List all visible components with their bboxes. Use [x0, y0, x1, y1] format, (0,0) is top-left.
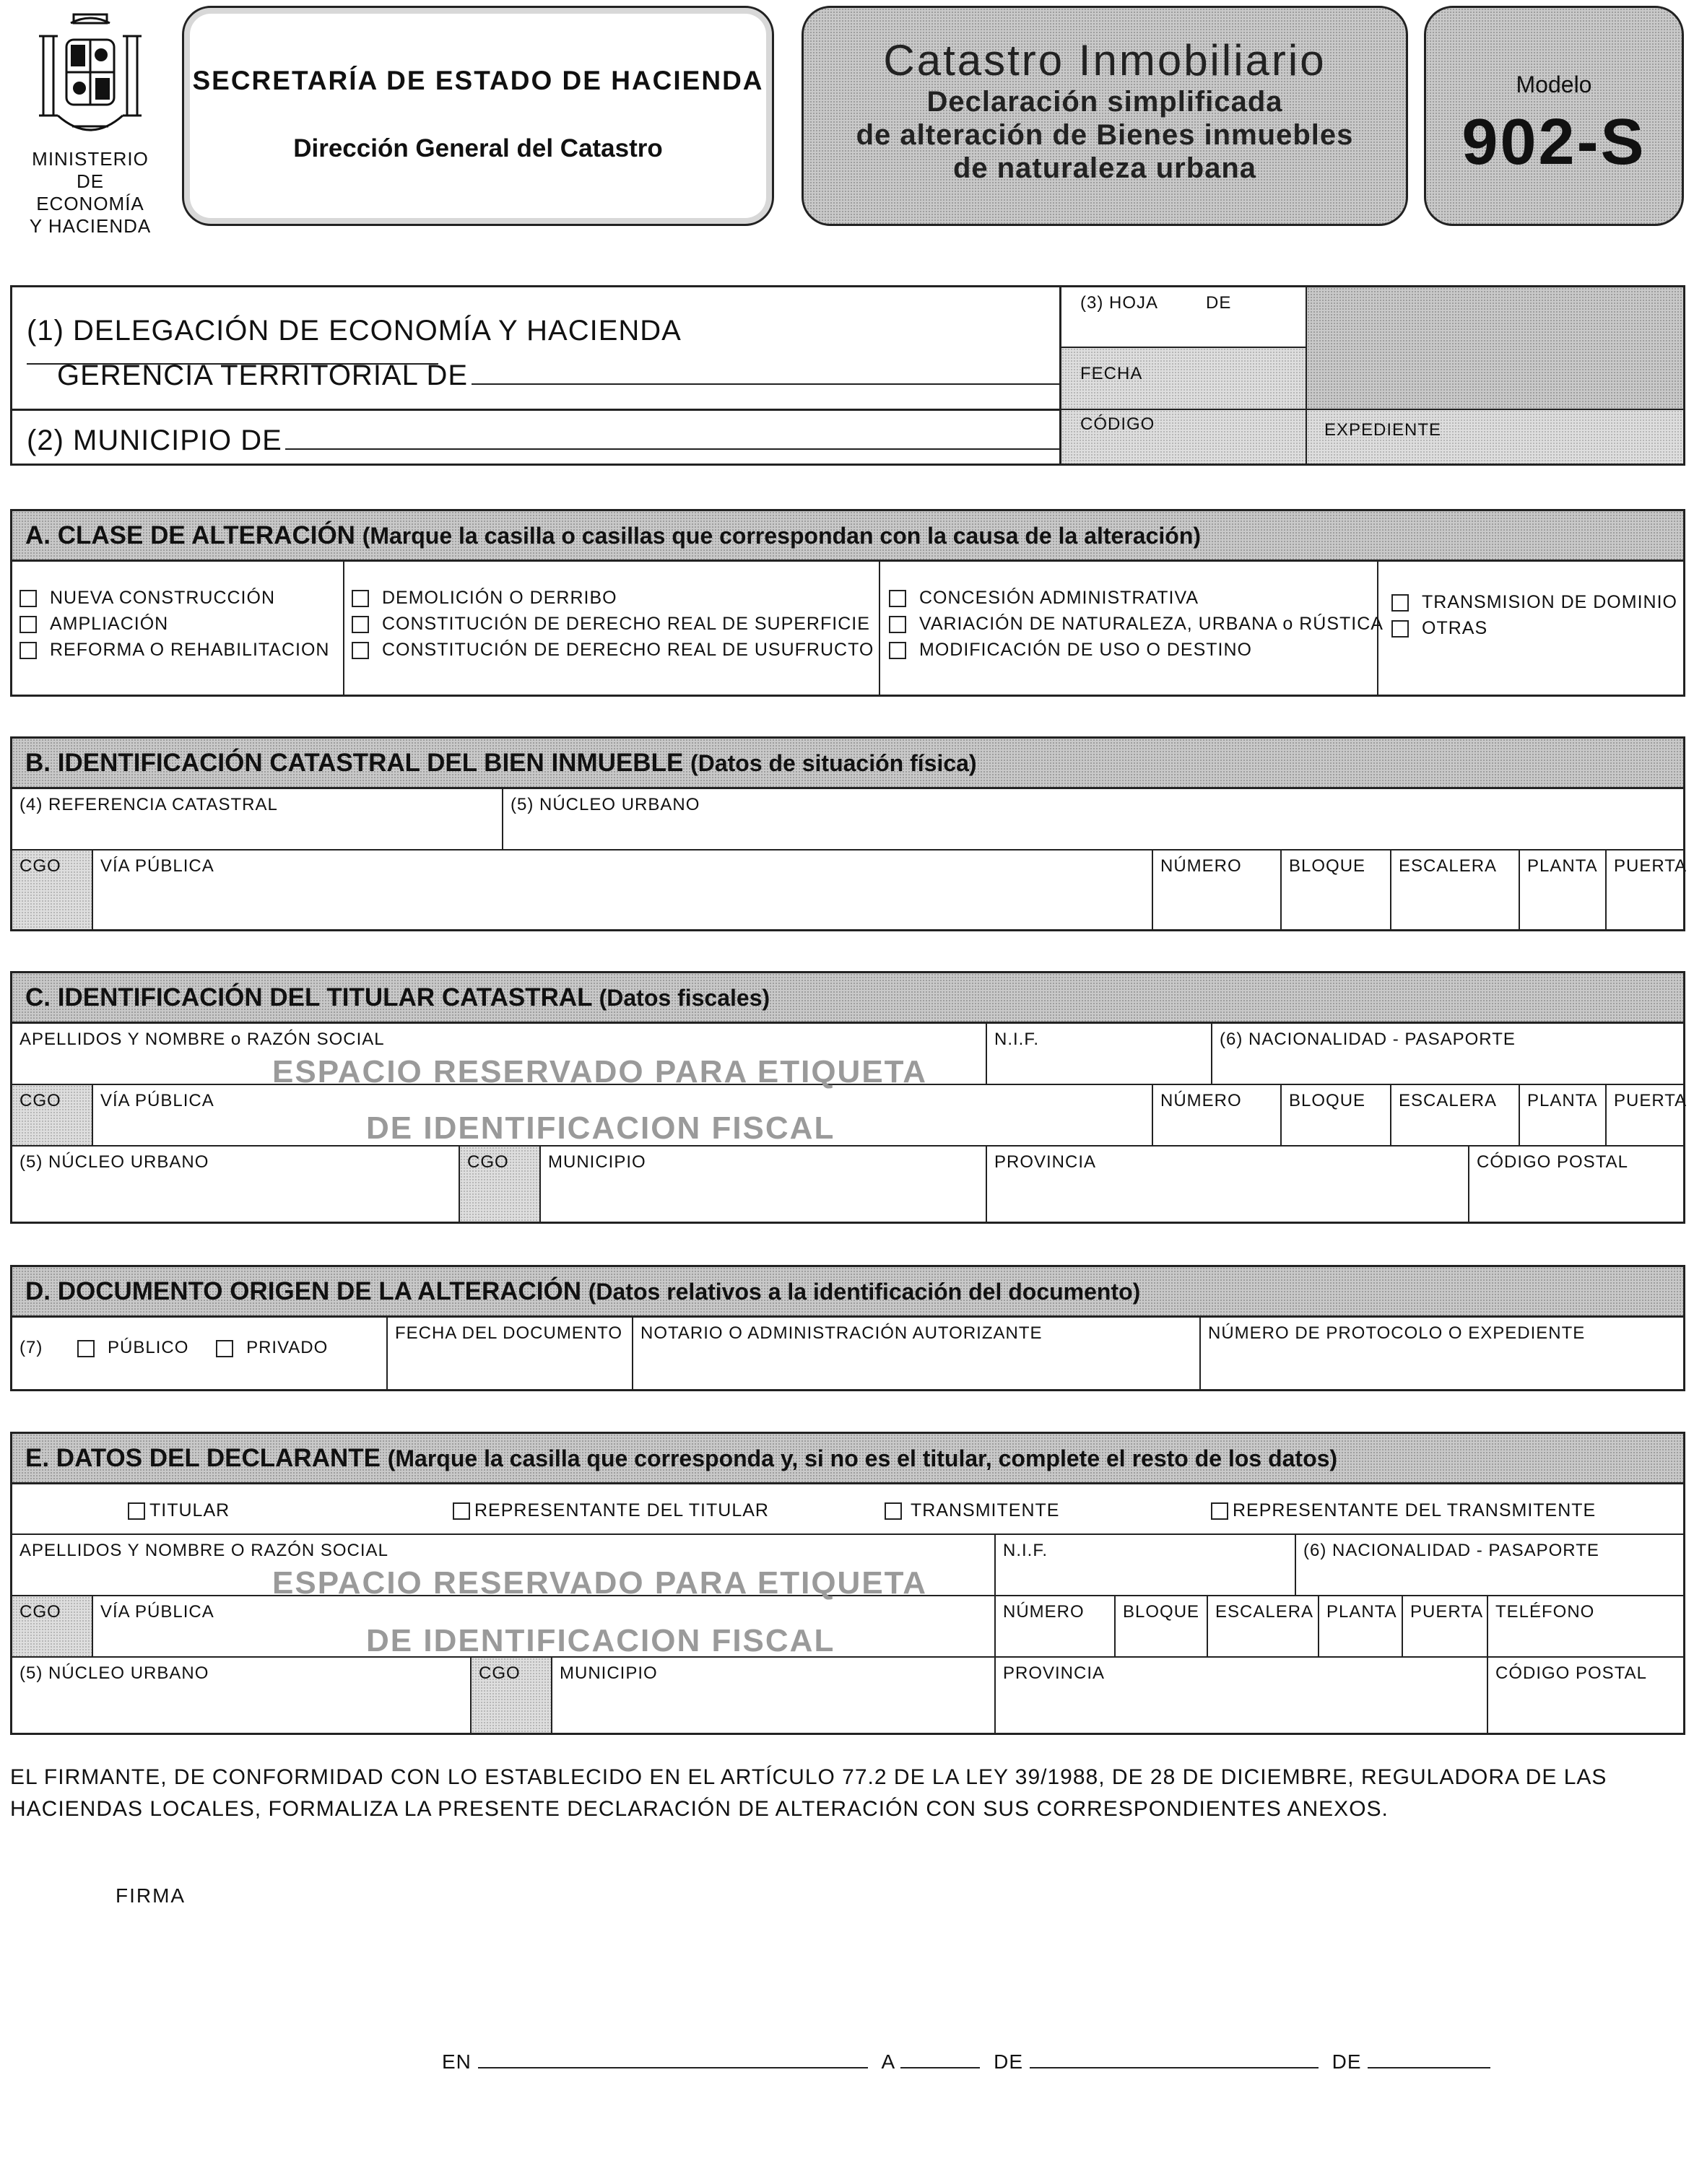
- section-e: [10, 1432, 1685, 1735]
- mes-field[interactable]: [1030, 2051, 1319, 2068]
- planta-field[interactable]: PLANTA: [1520, 850, 1607, 929]
- numero-field[interactable]: NÚMERO: [1153, 850, 1282, 929]
- section-a: [10, 509, 1685, 697]
- declarante-cgo-field[interactable]: CGO: [12, 1596, 93, 1658]
- checkbox-modificacion-uso[interactable]: MODIFICACIÓN DE USO O DESTINO: [889, 637, 1377, 663]
- catastro-box: [802, 6, 1408, 226]
- municipio-field[interactable]: [285, 432, 1065, 450]
- direccion-title: Dirección General del Catastro: [293, 134, 663, 162]
- reserved-label-1: ESPACIO RESERVADO PARA ETIQUETA: [272, 1054, 928, 1089]
- anio-field[interactable]: [1368, 2051, 1490, 2068]
- checkbox-publico[interactable]: PÚBLICO: [77, 1338, 210, 1357]
- declaration-text: EL FIRMANTE, DE CONFORMIDAD CON LO ESTABLECIDO EN EL ARTÍCULO 77.2 DE LA LEY 39/1988, DE 28 DE DICIEMBRE, REGULADORA DE LAS HACIENDAS LOCALES, FORMALIZA LA PRESENTE DECLARACIÓN DE ALTERACIÓN CON SUS CORRESPONDIENTES ANEXOS.: [10, 1765, 1607, 1821]
- escalera-field[interactable]: ESCALERA: [1391, 850, 1520, 929]
- checkbox-variacion-naturaleza[interactable]: VARIACIÓN DE NATURALEZA, URBANA o RÚSTICA: [889, 611, 1377, 637]
- declarante-numero-field[interactable]: NÚMERO: [996, 1596, 1116, 1658]
- titular-via-field[interactable]: VÍA PÚBLICA: [93, 1085, 1153, 1147]
- checkbox-transmision-dominio[interactable]: TRANSMISION DE DOMINIO: [1391, 589, 1683, 615]
- checkbox-derecho-usufructo[interactable]: CONSTITUCIÓN DE DERECHO REAL DE USUFRUCTO: [352, 637, 879, 663]
- hoja-field[interactable]: (3) HOJA DE: [1061, 287, 1307, 348]
- checkbox-demolicion[interactable]: DEMOLICIÓN O DERRIBO: [352, 585, 879, 611]
- checkbox-concesion[interactable]: CONCESIÓN ADMINISTRATIVA: [889, 585, 1377, 611]
- declarante-planta-field[interactable]: PLANTA: [1319, 1596, 1403, 1658]
- catastro-sub-2: de alteración de Bienes inmuebles: [856, 119, 1354, 151]
- checkbox-derecho-superficie[interactable]: CONSTITUCIÓN DE DERECHO REAL DE SUPERFICIE: [352, 611, 879, 637]
- titular-cgo-field[interactable]: CGO: [12, 1085, 93, 1147]
- fecha-documento-field[interactable]: FECHA DEL DOCUMENTO: [388, 1318, 633, 1389]
- titular-nucleo-field[interactable]: (5) NÚCLEO URBANO: [12, 1147, 460, 1222]
- puerta-field[interactable]: PUERTA: [1614, 856, 1688, 876]
- titular-provincia-field[interactable]: PROVINCIA: [987, 1147, 1469, 1222]
- gerencia-label: GERENCIA TERRITORIAL DE: [57, 360, 469, 391]
- checkbox-representante-titular[interactable]: REPRESENTANTE DEL TITULAR: [453, 1497, 769, 1523]
- declarante-nacionalidad-field[interactable]: (6) NACIONALIDAD - PASAPORTE: [1296, 1535, 1683, 1596]
- ministry-name: MINISTERIO DE ECONOMÍA Y HACIENDA: [29, 148, 152, 237]
- titular-nombre-field[interactable]: APELLIDOS Y NOMBRE o RAZÓN SOCIAL: [12, 1024, 987, 1085]
- declarante-cp-field[interactable]: CÓDIGO POSTAL: [1495, 1663, 1647, 1683]
- checkbox-otras[interactable]: OTRAS: [1391, 615, 1683, 641]
- checkbox-privado[interactable]: PRIVADO: [216, 1338, 328, 1357]
- checkbox-transmitente[interactable]: TRANSMITENTE: [885, 1497, 1059, 1523]
- declarante-cgo2-field[interactable]: CGO: [472, 1658, 552, 1733]
- titular-nacionalidad-field[interactable]: (6) NACIONALIDAD - PASAPORTE: [1212, 1024, 1683, 1085]
- titular-nif-field[interactable]: N.I.F.: [987, 1024, 1212, 1085]
- section-d-title: D. DOCUMENTO ORIGEN DE LA ALTERACIÓN (Datos relativos a la identificación del documento): [12, 1267, 1683, 1318]
- delegacion-label: (1) DELEGACIÓN DE ECONOMÍA Y HACIENDA: [27, 315, 682, 347]
- modelo-code: 902-S: [1461, 106, 1646, 178]
- bloque-field[interactable]: BLOQUE: [1282, 850, 1391, 929]
- declarante-escalera-field[interactable]: ESCALERA: [1208, 1596, 1319, 1658]
- coat-of-arms-icon: [29, 7, 152, 144]
- signature-area[interactable]: [816, 1913, 1249, 2029]
- office-box: [10, 285, 1685, 466]
- checkbox-ampliacion[interactable]: AMPLIACIÓN: [19, 611, 343, 637]
- declarante-nif-field[interactable]: N.I.F.: [996, 1535, 1296, 1596]
- reserved-label-4: DE IDENTIFICACION FISCAL: [366, 1623, 835, 1658]
- protocolo-field[interactable]: NÚMERO DE PROTOCOLO O EXPEDIENTE: [1208, 1323, 1586, 1343]
- declarante-municipio-field[interactable]: MUNICIPIO: [552, 1658, 996, 1733]
- section-d: [10, 1265, 1685, 1391]
- titular-municipio-field[interactable]: MUNICIPIO: [541, 1147, 987, 1222]
- expediente-field[interactable]: EXPEDIENTE: [1307, 409, 1683, 464]
- secretaria-title: SECRETARÍA DE ESTADO DE HACIENDA: [192, 66, 764, 95]
- declarante-provincia-field[interactable]: PROVINCIA: [996, 1658, 1488, 1733]
- checkbox-titular[interactable]: TITULAR: [128, 1497, 230, 1523]
- titular-numero-field[interactable]: NÚMERO: [1153, 1085, 1282, 1147]
- titular-cp-field[interactable]: CÓDIGO POSTAL: [1477, 1152, 1628, 1172]
- dia-field[interactable]: [900, 2051, 980, 2068]
- titular-planta-field[interactable]: PLANTA: [1520, 1085, 1607, 1147]
- documento-tipo-field: (7) PÚBLICO PRIVADO: [12, 1318, 388, 1389]
- referencia-catastral-field[interactable]: (4) REFERENCIA CATASTRAL: [12, 789, 503, 850]
- section-c: [10, 971, 1688, 1224]
- notario-field[interactable]: NOTARIO O ADMINISTRACIÓN AUTORIZANTE: [633, 1318, 1201, 1389]
- section-b-title: B. IDENTIFICACIÓN CATASTRAL DEL BIEN INMUEBLE (Datos de situación física): [12, 739, 1683, 789]
- municipio-label: (2) MUNICIPIO DE: [27, 425, 282, 456]
- reserved-label-2: DE IDENTIFICACION FISCAL: [366, 1110, 835, 1146]
- declarante-puerta-field[interactable]: PUERTA: [1403, 1596, 1488, 1658]
- modelo-box: [1424, 6, 1684, 226]
- reserved-label-3: ESPACIO RESERVADO PARA ETIQUETA: [272, 1565, 928, 1601]
- catastro-sub-3: de naturaleza urbana: [952, 152, 1257, 184]
- checkbox-nueva-construccion[interactable]: NUEVA CONSTRUCCIÓN: [19, 585, 343, 611]
- declarante-bloque-field[interactable]: BLOQUE: [1116, 1596, 1208, 1658]
- declarante-telefono-field[interactable]: TELÉFONO: [1488, 1596, 1683, 1658]
- catastro-title: Catastro Inmobiliario: [883, 36, 1326, 84]
- secretaria-box: [182, 6, 774, 226]
- nucleo-urbano-field[interactable]: (5) NÚCLEO URBANO: [503, 789, 1683, 850]
- titular-escalera-field[interactable]: ESCALERA: [1391, 1085, 1520, 1147]
- modelo-label: Modelo: [1516, 71, 1592, 97]
- gerencia-field[interactable]: [472, 367, 1064, 385]
- titular-bloque-field[interactable]: BLOQUE: [1282, 1085, 1391, 1147]
- cgo-field[interactable]: CGO: [12, 850, 93, 929]
- fecha-field[interactable]: FECHA: [1061, 348, 1307, 409]
- declarante-nucleo-field[interactable]: (5) NÚCLEO URBANO: [12, 1658, 472, 1733]
- checkbox-representante-transmitente[interactable]: REPRESENTANTE DEL TRANSMITENTE: [1211, 1497, 1596, 1523]
- codigo-field[interactable]: CÓDIGO: [1061, 409, 1307, 464]
- via-publica-field[interactable]: VÍA PÚBLICA: [93, 850, 1153, 929]
- titular-puerta-field[interactable]: PUERTA: [1607, 1085, 1683, 1147]
- declarante-nombre-field[interactable]: APELLIDOS Y NOMBRE O RAZÓN SOCIAL: [12, 1535, 996, 1596]
- declarante-via-field[interactable]: VÍA PÚBLICA: [93, 1596, 996, 1658]
- section-a-title: A. CLASE DE ALTERACIÓN (Marque la casilla o casillas que correspondan con la causa de la alteración): [12, 511, 1683, 562]
- catastro-sub-1: Declaración simplificada: [926, 86, 1283, 118]
- office-stamp-area: [1307, 287, 1683, 409]
- section-b: [10, 736, 1688, 931]
- checkbox-reforma[interactable]: REFORMA O REHABILITACION: [19, 637, 343, 663]
- date-line: EN A DE DE: [442, 2050, 1490, 2074]
- titular-cgo2-field[interactable]: CGO: [460, 1147, 541, 1222]
- lugar-field[interactable]: [478, 2051, 868, 2068]
- section-c-title: C. IDENTIFICACIÓN DEL TITULAR CATASTRAL (Datos fiscales): [12, 973, 1683, 1024]
- firma-label: FIRMA: [116, 1884, 186, 1907]
- section-e-title: E. DATOS DEL DECLARANTE (Marque la casilla que corresponda y, si no es el titular, complete el resto de los datos): [12, 1434, 1683, 1484]
